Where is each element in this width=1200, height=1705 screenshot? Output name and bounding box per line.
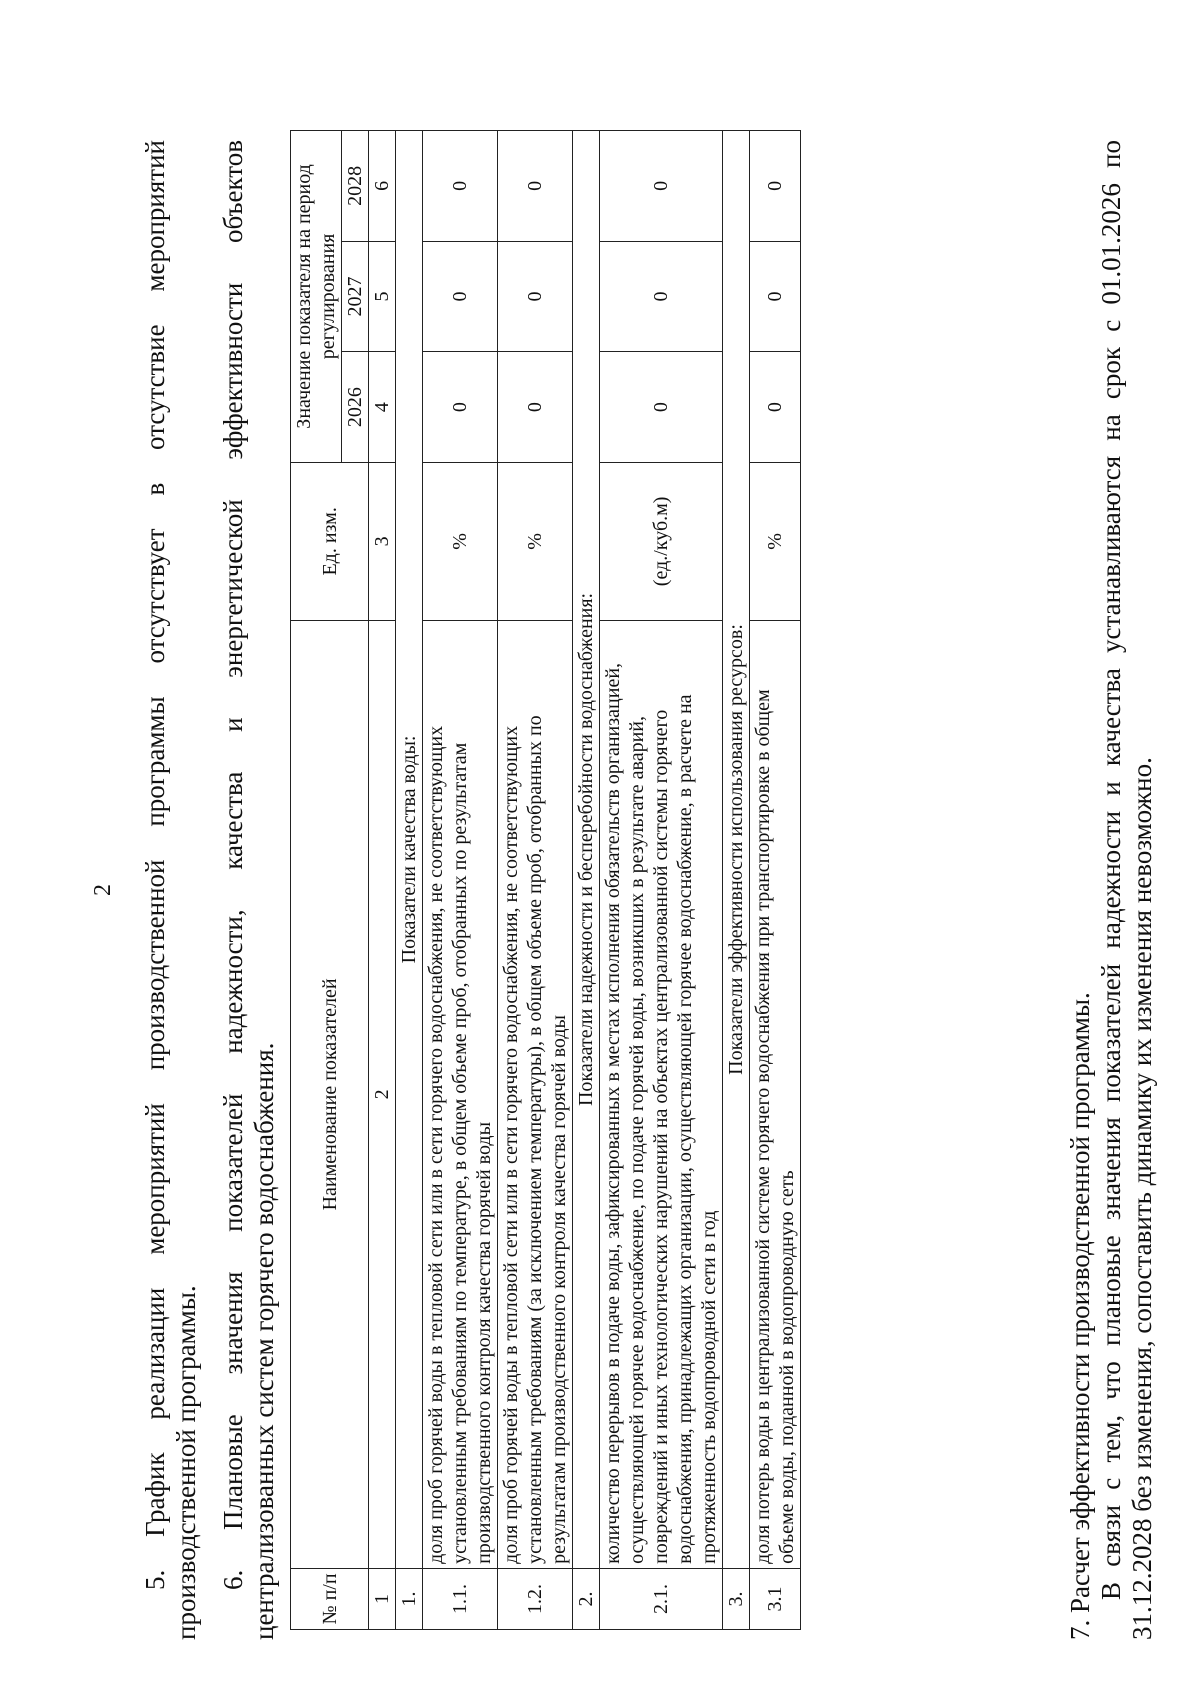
header-name: Наименование показателей [291,620,369,1568]
row-num: 1.2. [498,1568,573,1629]
section-num: 2. [573,1568,600,1629]
section-6-paragraph [218,140,280,1640]
section-7-title: 7. Расчет эффективности производственной программы. [1065,992,1095,1640]
rotated-content [90,140,1157,1640]
header-period: Значение показателя на период регулирования [291,131,342,463]
row-unit: % [423,462,498,620]
row-value-2028: 0 [750,131,801,242]
colnum: 6 [369,131,396,242]
section-7-paragraph [1065,140,1158,1640]
header-year-2026: 2026 [342,352,369,463]
row-value-2028: 0 [423,131,498,242]
section-num: 3. [723,1568,750,1629]
row-num: 2.1. [600,1568,723,1629]
section-6-line-2: централизованных систем горячего водоснабжения. [249,1042,279,1640]
section-num: 1. [396,1568,423,1629]
section-title: Показатели эффективности использования ресурсов: [723,131,750,1569]
row-num: 1.1. [423,1568,498,1629]
section-5-line-1: 5. График реализации мероприятий производственной программы отсутствует в отсутствие мероприятий [140,140,170,1590]
row-value-2026: 0 [498,352,573,463]
row-value-2026: 0 [423,352,498,463]
row-value-2027: 0 [423,241,498,352]
row-value-2028: 0 [498,131,573,242]
section-row [723,131,750,1630]
table-row [498,131,573,1630]
section-row [396,131,423,1630]
section-5-paragraph [140,140,202,1640]
header-num: № п/п [291,1568,369,1629]
row-unit: % [498,462,573,620]
header-year-2028: 2028 [342,131,369,242]
header-year-2027: 2027 [342,241,369,352]
section-title: Показатели надежности и бесперебойности водоснабжения: [573,131,600,1569]
row-name: доля потерь воды в централизованной системе горячего водоснабжения при транспортировке в общем объеме воды, поданной в водопроводную сеть [750,620,801,1568]
section-7-line-1: В связи с тем, что плановые значения показателей надежности и качества устанавливаются на срок с 01.01.2026 по [1096,140,1126,1600]
row-name: доля проб горячей воды в тепловой сети или в сети горячего водоснабжения, не соответствующих установленным требованиям по температуре, в общем объеме проб, отобранных по результатам производственного контроля качества горячей воды [423,620,498,1568]
row-value-2026: 0 [600,352,723,463]
row-unit: % [750,462,801,620]
colnum: 4 [369,352,396,463]
colnum: 3 [369,462,396,620]
row-value-2028: 0 [600,131,723,242]
row-name: количество перерывов в подаче воды, зафиксированных в местах исполнения обязательств организацией, осуществляющей горячее водоснабжение, по подаче горячей воды, возникших в результате аварий, повреждений и иных технологических нарушений на объектах централизованной системы горячего водоснабжения, принадлежащих организации, осуществляющей горячее водоснабжение, в расчете на протяженность водопроводной сети в год [600,620,723,1568]
colnum: 5 [369,241,396,352]
row-unit: (ед./куб.м) [600,462,723,620]
row-value-2026: 0 [750,352,801,463]
table-header-row [291,131,342,1630]
section-7-line-2: 31.12.2028 без изменения, сопоставить динамику их изменения невозможно. [1127,757,1157,1640]
table-row [600,131,723,1630]
row-value-2027: 0 [498,241,573,352]
section-5-line-2: производственной программы. [171,1285,201,1640]
table-row [750,131,801,1630]
section-6-line-1: 6. Плановые значения показателей надежности, качества и энергетической эффективности объектов [218,140,248,1590]
colnum: 2 [369,620,396,1568]
section-row [573,131,600,1630]
row-value-2027: 0 [600,241,723,352]
page-number: 2 [90,884,116,896]
section-title: Показатели качества воды: [396,131,423,1569]
row-num: 3.1 [750,1568,801,1629]
colnum: 1 [369,1568,396,1629]
row-value-2027: 0 [750,241,801,352]
row-name: доля проб горячей воды в тепловой сети или в сети горячего водоснабжения, не соответствующих установленным требованиям (за исключением температуры), в общем объеме проб, отобранных по результатам производственного контроля качества горячей воды [498,620,573,1568]
table-row [423,131,498,1630]
indicators-table [290,130,801,1630]
header-unit: Ед. изм. [291,462,369,620]
table-column-numbers-row [369,131,396,1630]
